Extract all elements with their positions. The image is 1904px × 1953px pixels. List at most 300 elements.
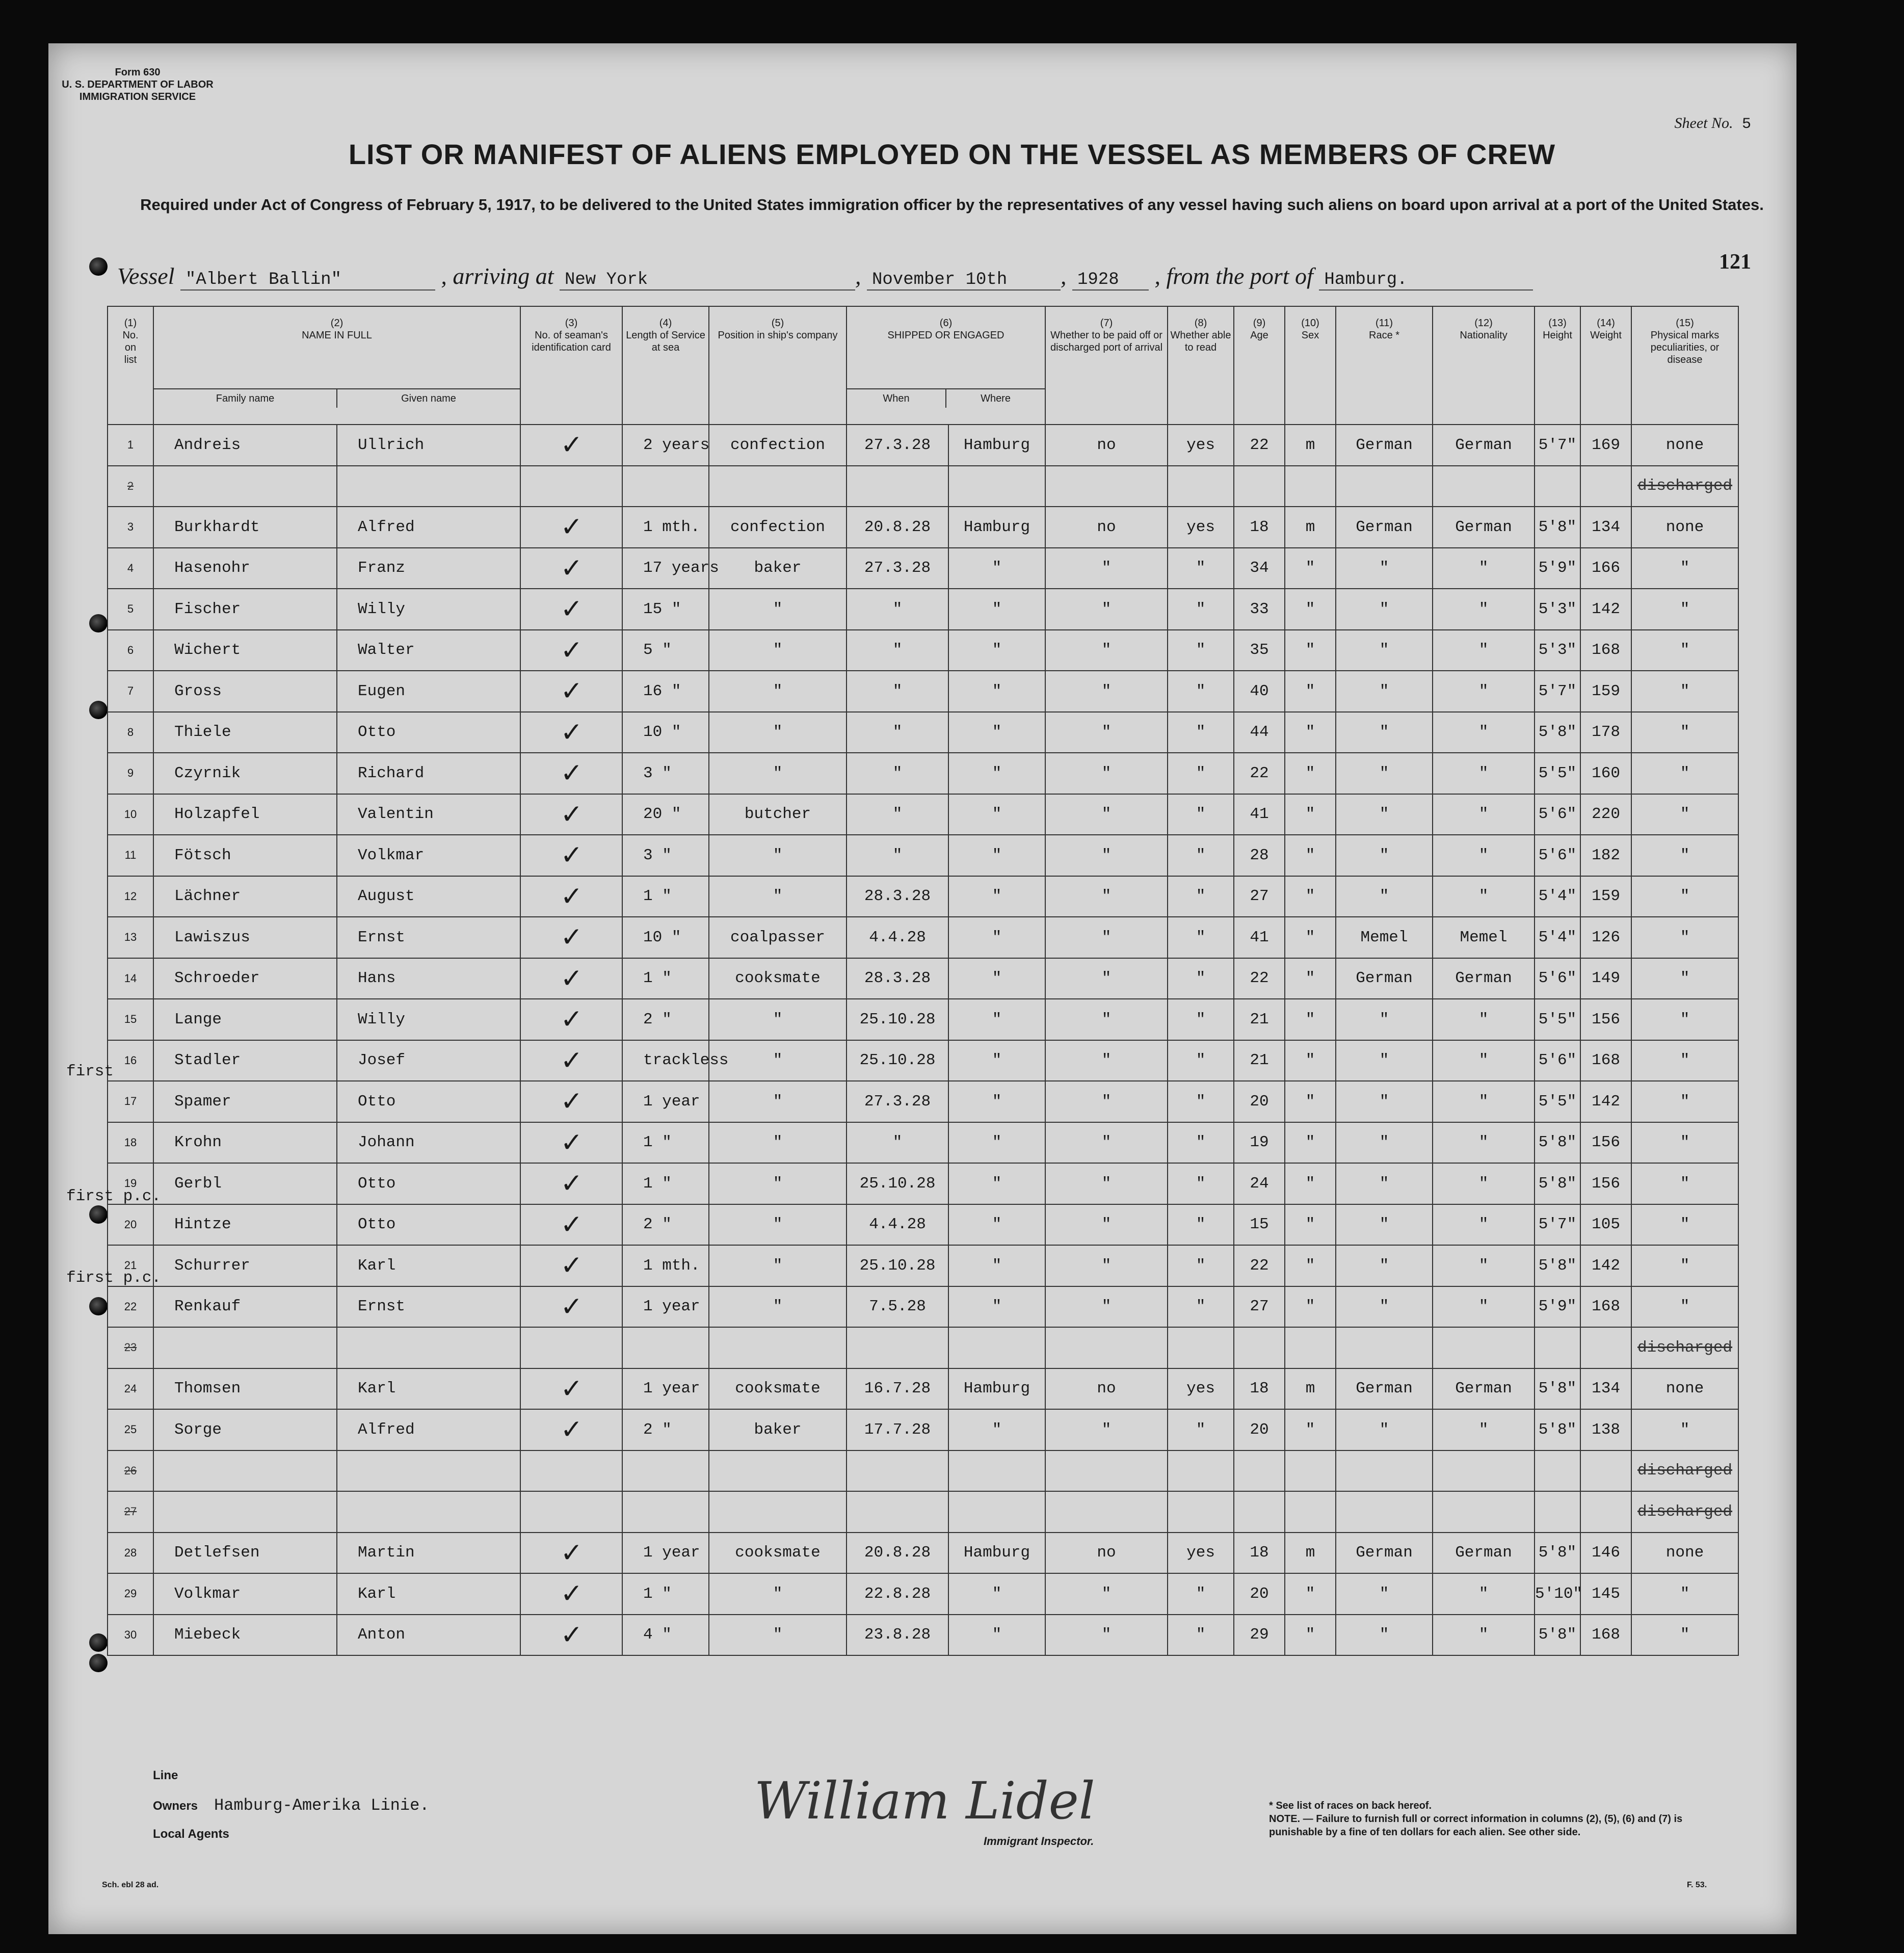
race-cell: " [1336,1081,1433,1122]
shipped-where-cell: " [948,1573,1045,1615]
punch-hole [89,1633,108,1652]
physical-marks-cell: discharged [1631,1450,1738,1492]
stamp-number: 121 [1719,250,1751,274]
physical-marks-cell: discharged [1631,1491,1738,1533]
family-name-cell [153,1327,337,1368]
header-read: (8) Whether able to read [1168,306,1234,425]
service-length-cell [622,1450,709,1492]
paid-off-cell: " [1045,1040,1168,1081]
id-card-check-cell [520,466,622,507]
header-sex: (10) Sex [1285,306,1336,425]
table-row [108,1327,1738,1368]
physical-marks-cell: " [1631,548,1738,589]
age-cell: 21 [1234,1040,1285,1081]
list-number-cell: 27 [108,1491,153,1533]
sheet-number [1675,115,1752,133]
family-name-cell: Sorge [153,1409,337,1450]
nationality-cell: " [1433,671,1535,712]
nationality-cell: " [1433,1615,1535,1656]
id-card-check-cell [520,589,622,630]
shipped-when-cell: 17.7.28 [847,1409,948,1450]
id-card-check-cell [520,1450,622,1492]
check-mark-icon: ✓ [562,798,581,833]
service-length-cell: 15 " [622,589,709,630]
service-length-cell: 1 " [622,1122,709,1164]
list-number-cell: 23 [108,1327,153,1368]
family-name-cell: Hasenohr [153,548,337,589]
position-cell [709,1327,847,1368]
id-card-check-cell [520,1040,622,1081]
paid-off-cell: " [1045,1122,1168,1164]
nationality-cell: German [1433,958,1535,999]
service-length-cell: 2 years [622,425,709,466]
nationality-cell [1433,1327,1535,1368]
race-cell [1336,1327,1433,1368]
document-subtitle: Required under Act of Congress of February 5, 1917, to be delivered to the United States immigration officer by the representatives of any vessel having such aliens on board upon arrival at a port of the United States. [140,196,1764,214]
table-row [108,1615,1738,1656]
shipped-when-cell: 25.10.28 [847,999,948,1040]
weight-cell: 146 [1580,1533,1631,1574]
age-cell: 20 [1234,1409,1285,1450]
sex-cell [1285,1450,1336,1492]
sheet-number-label: Sheet No. [1674,115,1733,131]
races-note: * See list of races on back hereof. [1269,1800,1432,1811]
position-cell: cooksmate [709,1533,847,1574]
arrival-port: New York [560,270,855,291]
able-to-read-cell: " [1168,1573,1234,1615]
shipped-where-cell: " [948,1615,1045,1656]
age-cell: 21 [1234,999,1285,1040]
paid-off-cell: " [1045,630,1168,671]
list-number-cell: 24 [108,1368,153,1410]
paid-off-cell: " [1045,1286,1168,1328]
paid-off-cell: no [1045,1533,1168,1574]
service-length-cell: 1 " [622,958,709,999]
penalty-note: NOTE. — Failure to furnish full or correct information in columns (2), (5), (6) and (7) is punishable by a fine of ten dollars for each alien. See other side. [1269,1813,1683,1838]
paid-off-cell: " [1045,1245,1168,1286]
shipped-where-cell: " [948,794,1045,835]
age-cell: 15 [1234,1204,1285,1246]
weight-cell: 156 [1580,999,1631,1040]
paid-off-cell: " [1045,835,1168,876]
able-to-read-cell: " [1168,876,1234,917]
shipped-when-cell: " [847,1122,948,1164]
shipped-when-cell: 20.8.28 [847,1533,948,1574]
physical-marks-cell: " [1631,671,1738,712]
given-name-cell: Otto [337,1163,520,1204]
list-number-cell: 21 [108,1245,153,1286]
family-name-cell: Gerbl [153,1163,337,1204]
service-length-cell [622,1491,709,1533]
form-number: Form 630 [115,67,161,78]
position-cell: " [709,1573,847,1615]
age-cell: 20 [1234,1573,1285,1615]
arriving-label: , arriving at [441,263,554,289]
weight-cell: 160 [1580,753,1631,794]
given-name-cell: Hans [337,958,520,999]
able-to-read-cell: " [1168,630,1234,671]
nationality-cell: " [1433,794,1535,835]
given-name-cell: Otto [337,1204,520,1246]
paid-off-cell [1045,1327,1168,1368]
nationality-cell: " [1433,712,1535,753]
race-cell: " [1336,794,1433,835]
shipped-where-cell: " [948,630,1045,671]
family-name-cell: Krohn [153,1122,337,1164]
shipped-where-cell: " [948,835,1045,876]
height-cell: 5'8" [1535,1368,1580,1410]
header-race: (11) Race * [1336,306,1433,425]
weight-cell: 159 [1580,876,1631,917]
shipped-when-cell [847,466,948,507]
service-length-cell: 4 " [622,1615,709,1656]
table-header-row [108,306,1738,425]
shipped-when-cell: " [847,712,948,753]
race-cell: " [1336,999,1433,1040]
table-row [108,1368,1738,1410]
id-card-check-cell [520,1533,622,1574]
nationality-cell: " [1433,753,1535,794]
nationality-cell: " [1433,1081,1535,1122]
header-service: (4) Length of Service at sea [622,306,709,425]
race-cell: " [1336,835,1433,876]
paid-off-cell [1045,1450,1168,1492]
shipped-where-cell: " [948,1040,1045,1081]
paid-off-cell: " [1045,876,1168,917]
race-cell: " [1336,548,1433,589]
race-cell: " [1336,1409,1433,1450]
height-cell: 5'7" [1535,1204,1580,1246]
header-given-name: Given name [401,393,456,404]
physical-marks-cell: " [1631,1615,1738,1656]
height-cell: 5'4" [1535,917,1580,958]
height-cell: 5'3" [1535,589,1580,630]
check-mark-icon: ✓ [562,1044,581,1079]
physical-marks-cell: none [1631,507,1738,548]
id-card-check-cell [520,1286,622,1328]
inspector-signature: William Lidel [754,1771,1095,1831]
able-to-read-cell: yes [1168,1368,1234,1410]
sex-cell: " [1285,999,1336,1040]
shipped-when-cell: 27.3.28 [847,548,948,589]
given-name-cell: Ernst [337,1286,520,1328]
id-card-check-cell [520,1163,622,1204]
check-mark-icon: ✓ [562,880,581,915]
physical-marks-cell: discharged [1631,1327,1738,1368]
vessel-name: "Albert Ballin" [180,270,435,291]
height-cell: 5'9" [1535,548,1580,589]
list-number-cell: 11 [108,835,153,876]
service-length-cell: 1 mth. [622,507,709,548]
shipped-where-cell [948,466,1045,507]
service-length-cell: trackless [622,1040,709,1081]
age-cell: 27 [1234,1286,1285,1328]
table-row [108,1163,1738,1204]
age-cell: 27 [1234,876,1285,917]
service-length-cell: 1 year [622,1533,709,1574]
physical-marks-cell: " [1631,1040,1738,1081]
print-code: Sch. ebl 28 ad. [102,1881,159,1889]
weight-cell: 166 [1580,548,1631,589]
able-to-read-cell: " [1168,1122,1234,1164]
race-cell [1336,1491,1433,1533]
nationality-cell: German [1433,1368,1535,1410]
shipped-where-cell: " [948,1204,1045,1246]
paid-off-cell: no [1045,1368,1168,1410]
list-number-cell: 6 [108,630,153,671]
physical-marks-cell: none [1631,425,1738,466]
given-name-cell: Valentin [337,794,520,835]
check-mark-icon: ✓ [562,1373,581,1408]
vessel-line: Vessel "Albert Ballin" , arriving at New York , November 10th , 1928 , from the port of Hamburg. [117,262,1533,291]
position-cell: " [709,671,847,712]
list-number-cell: 29 [108,1573,153,1615]
sex-cell [1285,1491,1336,1533]
physical-marks-cell: " [1631,589,1738,630]
weight-cell: 156 [1580,1122,1631,1164]
given-name-cell: Karl [337,1245,520,1286]
race-cell: " [1336,630,1433,671]
list-number-cell: 9 [108,753,153,794]
shipped-when-cell: 25.10.28 [847,1245,948,1286]
height-cell: 5'7" [1535,671,1580,712]
id-card-check-cell [520,835,622,876]
able-to-read-cell: " [1168,753,1234,794]
table-row [108,1533,1738,1574]
able-to-read-cell: yes [1168,425,1234,466]
id-card-check-cell [520,1491,622,1533]
weight-cell: 142 [1580,1245,1631,1286]
position-cell: cooksmate [709,958,847,999]
height-cell: 5'8" [1535,1122,1580,1164]
id-card-check-cell [520,1245,622,1286]
height-cell: 5'8" [1535,1409,1580,1450]
id-card-check-cell [520,753,622,794]
age-cell: 44 [1234,712,1285,753]
height-cell: 5'6" [1535,1040,1580,1081]
shipped-when-cell: 23.8.28 [847,1615,948,1656]
list-number-cell: 12 [108,876,153,917]
position-cell: " [709,1286,847,1328]
id-card-check-cell [520,548,622,589]
sex-cell: " [1285,1081,1336,1122]
paid-off-cell: " [1045,671,1168,712]
given-name-cell: Josef [337,1040,520,1081]
shipped-where-cell: Hamburg [948,1533,1045,1574]
check-mark-icon: ✓ [562,757,581,793]
service-name: IMMIGRATION SERVICE [79,91,196,102]
table-row [108,1245,1738,1286]
list-number-cell: 18 [108,1122,153,1164]
able-to-read-cell: " [1168,712,1234,753]
check-mark-icon: ✓ [562,1208,581,1244]
service-length-cell: 3 " [622,835,709,876]
paid-off-cell: " [1045,753,1168,794]
shipped-where-cell: " [948,1163,1045,1204]
family-name-cell: Detlefsen [153,1533,337,1574]
service-length-cell: 1 mth. [622,1245,709,1286]
service-length-cell: 1 year [622,1286,709,1328]
shipped-where-cell: " [948,1081,1045,1122]
sex-cell: " [1285,1573,1336,1615]
age-cell: 22 [1234,1245,1285,1286]
nationality-cell: German [1433,1533,1535,1574]
family-name-cell: Holzapfel [153,794,337,835]
position-cell: " [709,876,847,917]
nationality-cell: " [1433,835,1535,876]
position-cell: " [709,1081,847,1122]
nationality-cell [1433,1450,1535,1492]
race-cell: Memel [1336,917,1433,958]
able-to-read-cell: " [1168,548,1234,589]
height-cell: 5'6" [1535,794,1580,835]
position-cell: " [709,1122,847,1164]
service-length-cell: 2 " [622,1204,709,1246]
height-cell: 5'6" [1535,835,1580,876]
height-cell [1535,466,1580,507]
nationality-cell: " [1433,1409,1535,1450]
check-mark-icon: ✓ [562,1619,581,1654]
race-cell: " [1336,589,1433,630]
weight-cell: 168 [1580,1286,1631,1328]
family-name-cell [153,1491,337,1533]
check-mark-icon: ✓ [562,511,581,546]
sex-cell: " [1285,1122,1336,1164]
from-port-label: , from the port of [1154,263,1313,289]
able-to-read-cell [1168,1491,1234,1533]
height-cell: 5'9" [1535,1286,1580,1328]
able-to-read-cell: " [1168,794,1234,835]
race-cell: " [1336,1573,1433,1615]
list-number-cell: 22 [108,1286,153,1328]
id-card-check-cell [520,425,622,466]
weight-cell: 168 [1580,630,1631,671]
id-card-check-cell [520,1204,622,1246]
shipped-where-cell [948,1450,1045,1492]
shipped-where-cell: " [948,917,1045,958]
sex-cell: m [1285,1368,1336,1410]
check-mark-icon: ✓ [562,1414,581,1449]
given-name-cell: Otto [337,1081,520,1122]
id-card-check-cell [520,794,622,835]
service-length-cell [622,1327,709,1368]
check-mark-icon: ✓ [562,1537,581,1572]
nationality-cell: " [1433,1204,1535,1246]
service-length-cell: 5 " [622,630,709,671]
age-cell: 22 [1234,753,1285,794]
list-number-cell: 17 [108,1081,153,1122]
given-name-cell: Otto [337,712,520,753]
age-cell: 41 [1234,794,1285,835]
weight-cell: 168 [1580,1615,1631,1656]
position-cell: " [709,712,847,753]
header-when: When [847,389,946,408]
department-name: U. S. DEPARTMENT OF LABOR [62,79,214,90]
header-family-name: Family name [154,389,337,408]
list-number-cell: 4 [108,548,153,589]
age-cell: 28 [1234,835,1285,876]
weight-cell: 168 [1580,1040,1631,1081]
position-cell: cooksmate [709,1368,847,1410]
age-cell: 40 [1234,671,1285,712]
shipped-when-cell: " [847,630,948,671]
weight-cell: 178 [1580,712,1631,753]
height-cell: 5'8" [1535,1615,1580,1656]
paid-off-cell: " [1045,1081,1168,1122]
table-row [108,630,1738,671]
physical-marks-cell: " [1631,630,1738,671]
shipped-when-cell: 4.4.28 [847,1204,948,1246]
age-cell [1234,1491,1285,1533]
shipped-where-cell [948,1327,1045,1368]
position-cell [709,1450,847,1492]
table-row [108,835,1738,876]
check-mark-icon: ✓ [562,429,581,464]
paid-off-cell: " [1045,1204,1168,1246]
service-length-cell: 2 " [622,1409,709,1450]
able-to-read-cell: " [1168,835,1234,876]
punch-hole [89,1205,108,1224]
race-cell: German [1336,958,1433,999]
footer-notes [1269,1799,1728,1839]
header-height: (13) Height [1535,306,1580,425]
given-name-cell: Willy [337,589,520,630]
margin-note: first [66,1063,114,1080]
header-marks: (15) Physical marks peculiarities, or disease [1631,306,1738,425]
list-number-cell: 3 [108,507,153,548]
shipped-when-cell: 4.4.28 [847,917,948,958]
sex-cell: " [1285,548,1336,589]
given-name-cell: Walter [337,630,520,671]
check-mark-icon: ✓ [562,1086,581,1121]
header-list-number: (1) No. on list [108,306,153,425]
shipped-where-cell: Hamburg [948,1368,1045,1410]
sex-cell: " [1285,1204,1336,1246]
given-name-cell: Franz [337,548,520,589]
service-length-cell: 16 " [622,671,709,712]
id-card-check-cell [520,917,622,958]
able-to-read-cell: " [1168,1081,1234,1122]
shipped-when-cell: 16.7.28 [847,1368,948,1410]
weight-cell: 126 [1580,917,1631,958]
family-name-cell: Thiele [153,712,337,753]
table-row [108,548,1738,589]
service-length-cell: 10 " [622,917,709,958]
physical-marks-cell: " [1631,1286,1738,1328]
family-name-cell: Burkhardt [153,507,337,548]
punch-hole [89,1654,108,1672]
family-name-cell: Renkauf [153,1286,337,1328]
age-cell: 29 [1234,1615,1285,1656]
race-cell: " [1336,1286,1433,1328]
age-cell: 24 [1234,1163,1285,1204]
shipped-when-cell: 27.3.28 [847,425,948,466]
position-cell: coalpasser [709,917,847,958]
shipped-where-cell: " [948,671,1045,712]
paid-off-cell: " [1045,1615,1168,1656]
list-number-cell: 14 [108,958,153,999]
shipped-when-cell [847,1327,948,1368]
age-cell [1234,466,1285,507]
table-row [108,589,1738,630]
age-cell: 18 [1234,1533,1285,1574]
physical-marks-cell: " [1631,917,1738,958]
weight-cell [1580,1450,1631,1492]
physical-marks-cell: none [1631,1368,1738,1410]
race-cell: " [1336,1040,1433,1081]
service-length-cell: 17 years [622,548,709,589]
family-name-cell: Fischer [153,589,337,630]
